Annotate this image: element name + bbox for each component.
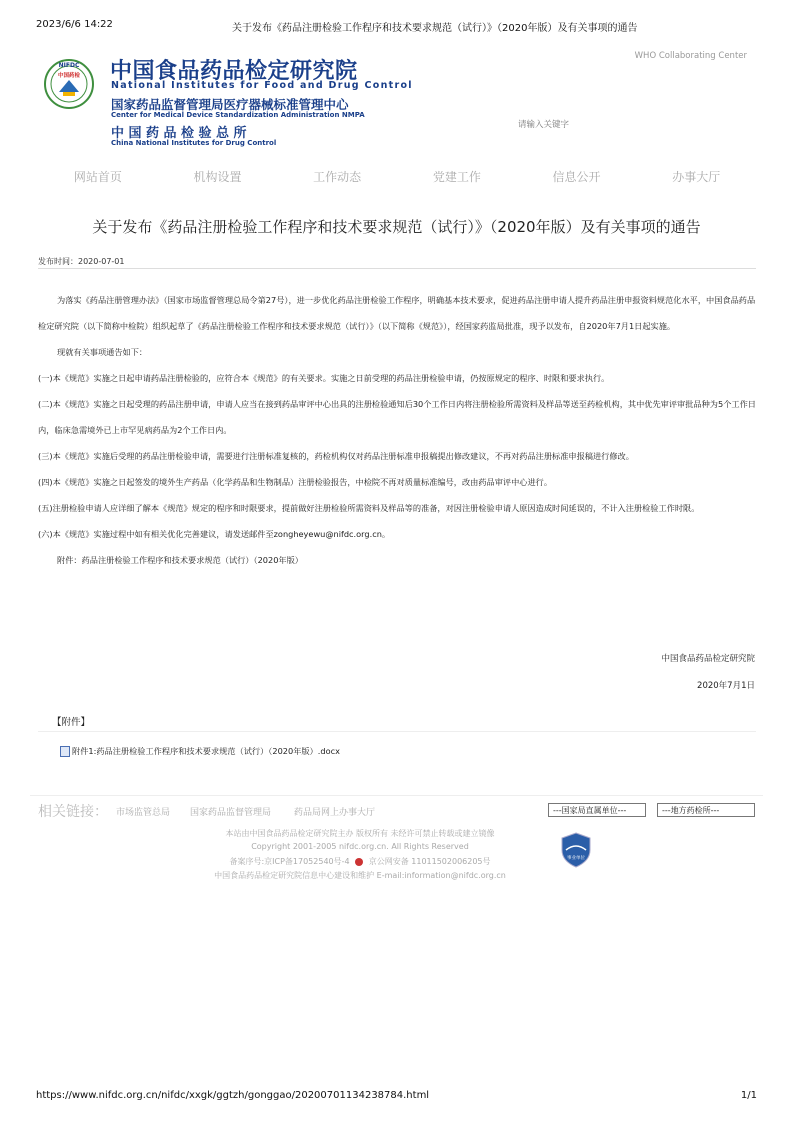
maintainer-info: 中国食品药品检定研究院信息中心建设和维护 E-mail:information@nifdc.org.cn <box>214 871 506 880</box>
paragraph: (一)本《规范》实施之日起申请药品注册检验的，应符合本《规范》的有关要求。实施之日前受理的药品注册检验申请，仍按原规定的程序、时限和要求执行。 <box>38 373 610 383</box>
center-name-en: Center for Medical Device Standardization Administration NMPA <box>111 111 365 119</box>
sign-date: 2020年7月1日 <box>697 681 755 691</box>
paragraph: (二)本《规范》实施之日起受理的药品注册申请，申请人应当在接到药品审评中心出具的注册检验通知后30个工作日内将注册检验所需资料及样品等送至药检机构，其中优先审评审批品种为5个工作日内，临床急需境外已上市罕见病药品为2个工作日内。 <box>38 399 756 435</box>
link-nmpa[interactable]: 国家药品监督管理局 <box>190 808 272 818</box>
page-url: https://www.nifdc.org.cn/nifdc/xxgk/ggtzh/gonggao/20200701134238784.html <box>36 1090 430 1101</box>
page-number: 1/1 <box>740 1090 757 1101</box>
paragraph: (四)本《规范》实施之日起签发的境外生产药品（化学药品和生物制品）注册检验报告，中检院不再对质量标准编号，改由药品审评中心进行。 <box>38 477 553 487</box>
attachment-note: 附件：药品注册检验工作程序和技术要求规范（试行）（2020年版） <box>57 555 303 565</box>
print-datetime: 2023/6/6 14:22 <box>36 19 113 30</box>
paragraph: 现就有关事项通告如下： <box>57 347 148 357</box>
logo-badge-top: NIFDC <box>58 62 80 69</box>
copyright-cn: 本站由中国食品药品检定研究院主办 版权所有 未经许可禁止转载或建立镜像 <box>225 829 495 838</box>
divider <box>38 268 756 269</box>
public-institution-badge-icon[interactable] <box>560 832 592 868</box>
paragraph: (三)本《规范》实施后受理的药品注册检验申请，需要进行注册标准复核的，药检机构仅对药品注册标准申报稿提出修改建议，不再对药品注册标准申报稿进行修改。 <box>38 451 634 461</box>
nav-party-building[interactable]: 党建工作 <box>432 170 481 184</box>
institute-name-en: China National Institutes for Drug Control <box>111 139 277 147</box>
police-record[interactable]: 京公网安备 11011502006205号 <box>368 857 491 866</box>
attachment-filename[interactable]: 附件1:药品注册检验工作程序和技术要求规范（试行）（2020年版）.docx <box>72 746 340 756</box>
signature: 中国食品药品检定研究院 <box>661 654 755 664</box>
link-samr[interactable]: 市场监管总局 <box>116 808 171 818</box>
nav-organization[interactable]: 机构设置 <box>193 170 242 184</box>
print-title: 关于发布《药品注册检验工作程序和技术要求规范（试行）》（2020年版）及有关事项的通告 <box>232 23 638 34</box>
divider <box>38 731 756 732</box>
search-input[interactable] <box>516 116 650 134</box>
copyright-en: Copyright 2001-2005 nifdc.org.cn. All Rights Reserved <box>251 842 469 851</box>
divider <box>30 795 763 796</box>
local-institute-select[interactable] <box>657 803 755 817</box>
institution-name-en: National Institutes for Food and Drug Control <box>111 80 413 91</box>
record-numbers <box>180 856 540 867</box>
nav-work-news[interactable]: 工作动态 <box>313 170 362 184</box>
attachment-header: 【附件】 <box>52 717 91 728</box>
article-title: 关于发布《药品注册检验工作程序和技术要求规范（试行）》（2020年版）及有关事项的通告 <box>92 218 701 236</box>
institute-name-cn: 中国药品检验总所 <box>111 126 252 141</box>
select-value: ---国家局直属单位--- <box>553 805 627 815</box>
article-body <box>38 287 756 573</box>
publish-date: 发布时间：2020-07-01 <box>38 257 125 266</box>
direct-unit-select[interactable] <box>548 803 646 817</box>
paragraph: 为落实《药品注册管理办法》（国家市场监督管理总局令第27号），进一步优化药品注册检验工作程序，明确基本技术要求，促进药品注册申请人提升药品注册申报资料规范化水平，中国食品药品检定研究院（以下简称中检院）组织起草了《药品注册检验工作程序和技术要求规范（试行）》（以下简称《规范》），经国家药监局批准，现予以发布，自2020年7月1日起实施。 <box>38 295 756 331</box>
attachment-link[interactable] <box>60 746 340 757</box>
paragraph: (六)本《规范》实施过程中如有相关优化完善建议，请发送邮件至zongheyewu@nifdc.org.cn。 <box>38 529 391 539</box>
paragraph: (五)注册检验申请人应详细了解本《规范》规定的程序和时限要求，提前做好注册检验所需资料及样品等的准备，对因注册检验申请人原因造成时间延误的，不计入注册检验工作时限。 <box>38 503 700 513</box>
who-label: WHO Collaborating Center <box>634 51 747 61</box>
nav-info-disclosure[interactable]: 信息公开 <box>552 170 601 184</box>
nav-home[interactable]: 网站首页 <box>73 170 122 184</box>
police-emblem-icon <box>355 858 363 866</box>
document-icon <box>60 746 70 757</box>
icp-record[interactable]: 备案序号:京ICP备17052540号-4 <box>229 857 350 866</box>
badge-label: 事业单位 <box>567 856 585 861</box>
logo-badge-text: 中国药检 <box>57 73 81 79</box>
select-value: ---地方药检所--- <box>662 805 720 815</box>
related-links-label: 相关链接： <box>38 804 108 820</box>
center-name-cn: 国家药品监督管理局医疗器械标准管理中心 <box>111 97 349 112</box>
institution-name-cn: 中国食品药品检定研究院 <box>110 59 358 84</box>
link-online-service[interactable]: 药品局网上办事大厅 <box>294 808 376 818</box>
main-nav <box>38 168 756 185</box>
nav-service-hall[interactable]: 办事大厅 <box>672 170 721 184</box>
nifdc-logo-icon[interactable] <box>43 58 95 110</box>
